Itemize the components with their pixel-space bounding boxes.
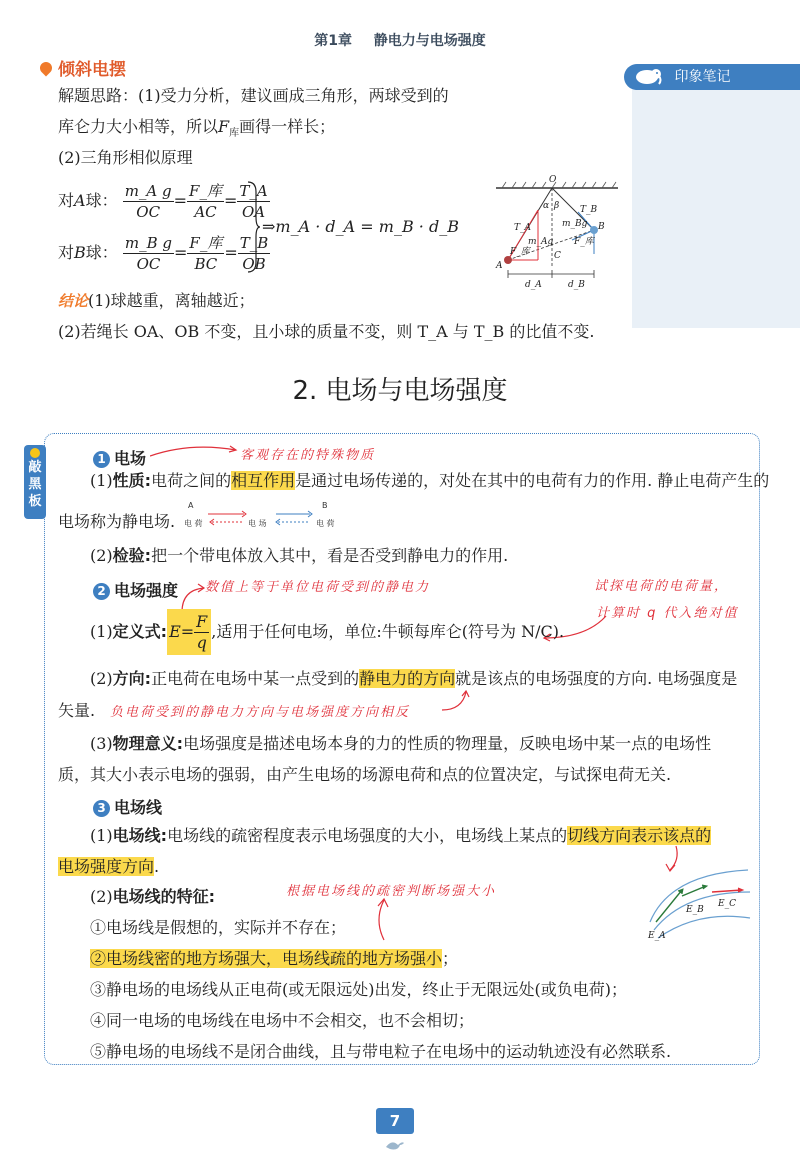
label-a: A: [496, 261, 503, 271]
section2-title: 2. 电场与电场强度: [292, 376, 508, 406]
feature-item-5: ⑤静电场的电场线不是闭合曲线，且与带电粒子在电场中的运动轨迹没有必然联系.: [90, 1042, 672, 1061]
section1-title: 倾斜电摆: [40, 55, 126, 80]
chapter-title: 静电力与电场强度: [373, 33, 486, 49]
svg-text:电 场: 电 场: [248, 519, 267, 528]
label-fku-a: F_库: [510, 247, 530, 257]
test-line: (2)检验:把一个带电体放入其中，看是否受到静电力的作用.: [90, 546, 509, 565]
annotation-test-charge-1: 试探电荷的电荷量，: [594, 579, 730, 594]
implication: ⇒m_A · d_A = m_B · d_B: [262, 217, 459, 236]
annotation-test-charge-2: 计算时 q 代入绝对值: [596, 606, 739, 621]
heading-field-lines: 3 电场线: [93, 795, 162, 818]
nature-line: (1)性质:电荷之间的相互作用是通过电场传递的，对处在其中的电荷有力的作用. 静止电荷产生的: [90, 471, 770, 490]
label-ta: T_A: [514, 223, 532, 233]
equation-ball-a: 对A球： $\frac{\text{m\_A g}}{OC}$ = $\frac{\text{F\_库}}{AC}$ = $\frac{T\_A}{OA}$: [58, 182, 268, 221]
highlight-tangent: 切线方向表示该点的: [567, 826, 712, 845]
bullet-icon: [38, 60, 55, 77]
label-ea: E_A: [648, 931, 666, 941]
equation-ball-b: 对B球： $\frac{\text{m\_B g}}{OC}$ = $\frac{\text{F\_库}}{BC}$ = $\frac{T\_B}{OB}$: [58, 234, 269, 273]
label-ec: E_C: [718, 899, 736, 909]
label-eb: E_B: [686, 905, 704, 915]
label-db: d_B: [568, 280, 585, 290]
field-lines-diagram: [636, 842, 754, 942]
label-b: B: [598, 222, 605, 232]
annotation-arrow-5: [372, 896, 396, 942]
label-fku: F_库: [574, 237, 594, 247]
label-alpha: α: [543, 201, 550, 211]
conclusion-tag: 结论: [58, 292, 89, 310]
annotation-arrow-4: [440, 688, 470, 714]
chapter-number: 第1章: [314, 33, 352, 49]
feature-item-3: ③静电场的电场线从正电荷(或无限远处)出发，终止于无限远处(或负电荷)；: [90, 980, 627, 999]
highlight-interaction: 相互作用: [231, 471, 296, 490]
equation-brace: [246, 180, 260, 274]
heading-electric-field: 1 电场: [93, 446, 146, 469]
svg-text:B: B: [322, 501, 328, 510]
number-badge: 1: [93, 451, 110, 468]
label-c: C: [554, 251, 561, 261]
label-o: O: [549, 175, 557, 185]
idea-line2: 库仑力大小相等，所以$F_库$画得一样长；: [58, 117, 336, 140]
heading-field-strength: 2 电场强度: [93, 578, 178, 601]
label-tb: T_B: [580, 205, 598, 215]
vertical-tag: 敲黑板: [24, 445, 46, 519]
label-da: d_A: [525, 280, 542, 290]
notes-tab: [624, 64, 800, 90]
svg-text:电 荷: 电 荷: [184, 519, 203, 528]
nature-line2: 电场称为静电场.: [58, 512, 176, 531]
principle-line: (2)三角形相似原理: [58, 148, 193, 167]
annotation-negative-charge: 负电荷受到的静电力方向与电场强度方向相反: [110, 705, 411, 720]
elephant-icon: [632, 67, 662, 85]
label-mbg: m_Bg: [562, 219, 588, 229]
conclusion-line2: (2)若绳长 OA、OB 不变，且小球的质量不变，则 T_A 与 T_B 的比值不变.: [58, 322, 595, 341]
charge-field-diagram: [182, 500, 342, 534]
bird-icon: [384, 1138, 406, 1152]
definition-line: (1)定义式: E= $\frac{F}{q}$ ,适用于任何电场，单位:牛顿每库仑(符号为 N/C).: [90, 606, 564, 658]
field-lines-def: (1)电场线:电场线的疏密程度表示电场强度的大小，电场线上某点的切线方向表示该点的: [90, 826, 712, 845]
feature-item-1: ①电场线是假想的，实际并不存在；: [90, 918, 347, 937]
direction-line2: 矢量.: [58, 701, 96, 720]
physical-meaning-line: (3)物理意义:电场强度是描述电场本身的力的性质的物理量，反映电场中某一点的电场性: [90, 734, 712, 753]
annotation-field-matter: 客观存在的特殊物质: [240, 448, 376, 463]
annotation-arrow: [150, 440, 240, 460]
feature-item-4: ④同一电场的电场线在电场中不会相交，也不会相切；: [90, 1011, 475, 1030]
svg-text:电 荷: 电 荷: [316, 519, 335, 528]
label-beta: β: [554, 201, 560, 211]
notes-tab-label: 印象笔记: [674, 69, 731, 85]
highlight-formula: E= $\frac{F}{q}$: [167, 609, 211, 655]
label-mag: m_Ag: [528, 237, 554, 247]
pendulum-diagram: [492, 174, 622, 294]
field-lines-features: (2)电场线的特征:: [90, 887, 216, 906]
idea-line1: 解题思路：(1)受力分析，建议画成三角形，两球受到的: [58, 86, 449, 105]
notes-panel: [632, 88, 800, 328]
direction-line: (2)方向:正电荷在电场中某一点受到的静电力的方向就是该点的电场强度的方向. 电场强度是: [90, 669, 738, 688]
feature-item-2: ②电场线密的地方场强大，电场线疏的地方场强小；: [90, 949, 459, 968]
highlight-force-direction: 静电力的方向: [359, 669, 456, 688]
physical-meaning-line2: 质，其大小表示电场的强弱，由产生电场的场源电荷和点的位置决定，与试探电荷无关.: [58, 765, 672, 784]
lightbulb-icon: [30, 448, 40, 458]
annotation-unit-charge: 数值上等于单位电荷受到的静电力: [205, 580, 431, 595]
svg-text:A: A: [188, 501, 194, 510]
annotation-density: 根据电场线的疏密判断场强大小: [286, 884, 497, 899]
field-lines-def2: 电场强度方向.: [58, 857, 160, 876]
page-header: [0, 30, 800, 50]
conclusion-line1: 结论(1)球越重，离轴越近；: [58, 291, 255, 310]
page-number: 7: [376, 1108, 414, 1134]
